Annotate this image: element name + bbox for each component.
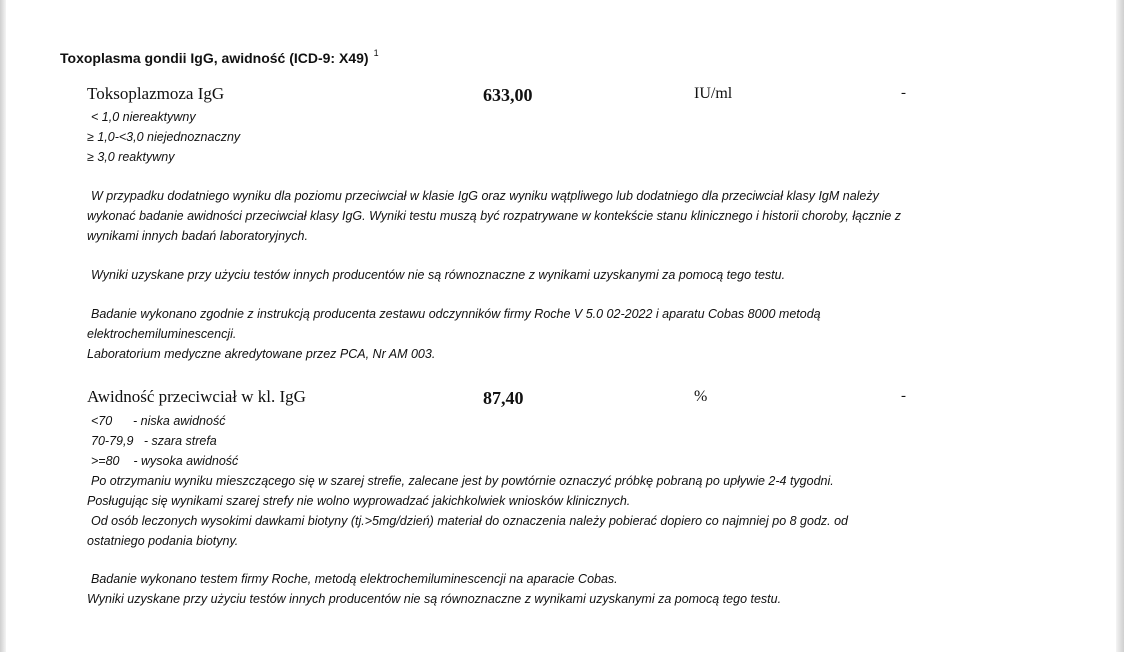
page-edge-left <box>0 0 6 652</box>
test1-comment-line: Badanie wykonano zgodnie z instrukcją producenta zestawu odczynników firmy Roche V 5.0 02-2022 i aparatu Cobas 8000 metodą <box>91 307 821 321</box>
test1-comment-line: wykonać badanie awidności przeciwciał klasy IgG. Wyniki testu muszą być rozpatrywane w kontekście stanu klinicznego i historii choroby, łącznie z <box>87 209 902 223</box>
test2-value: 87,40 <box>483 388 524 408</box>
test2-comment-line: Od osób leczonych wysokimi dawkami biotyny (tj.>5mg/dzień) materiał do oznaczenia należy pobierać dopiero co najmniej po 8 godz. od <box>91 514 848 528</box>
test2-comment-line: ostatniego podania biotyny. <box>87 534 239 548</box>
test1-accreditation: Laboratorium medyczne akredytowane przez PCA, Nr AM 003. <box>87 347 436 361</box>
page-edge-right <box>1116 0 1124 652</box>
test2-flag: - <box>901 388 906 404</box>
test2-unit: % <box>694 388 708 405</box>
test2-comment-line: Wyniki uzyskane przy użyciu testów innych producentów nie są równoznaczne z wynikami uzyskanymi za pomocą tego testu. <box>87 592 782 606</box>
test1-comment-line: wynikami innych badań laboratoryjnych. <box>87 229 308 243</box>
section-title-text: Toxoplasma gondii IgG, awidność (ICD-9: X49) <box>60 50 369 66</box>
test1-value: 633,00 <box>483 85 533 105</box>
test2-comment-line: Po otrzymaniu wyniku mieszczącego się w szarej strefie, zalecane jest by powtórnie oznaczyć próbkę pobraną po upływie 2-4 tygodni. <box>91 474 834 488</box>
test1-comment-line: elektrochemiluminescencji. <box>87 327 237 341</box>
test1-range-nonreactive: < 1,0 niereaktywny <box>91 110 196 124</box>
test1-range-reactive: ≥ 3,0 reaktywny <box>87 150 175 164</box>
test2-range-gray-zone: 70-79,9 - szara strefa <box>91 434 217 448</box>
test2-name: Awidność przeciwciał w kl. IgG <box>87 387 306 406</box>
test2-comment-line: Posługując się wynikami szarej strefy nie wolno wyprowadzać jakichkolwiek wniosków klinicznych. <box>87 494 631 508</box>
test1-comment-line: W przypadku dodatniego wyniku dla poziomu przeciwciał w klasie IgG oraz wyniku wątpliwego lub dodatniego dla przeciwciał klasy IgM należy <box>91 189 879 203</box>
test1-comment-line: Wyniki uzyskane przy użyciu testów innych producentów nie są równoznaczne z wynikami uzyskanymi za pomocą tego testu. <box>91 268 786 282</box>
section-title <box>60 50 379 66</box>
test2-range-low: <70 - niska awidność <box>91 414 226 428</box>
test1-range-equivocal: ≥ 1,0-<3,0 niejednoznaczny <box>87 130 241 144</box>
test1-name: Toksoplazmoza IgG <box>87 84 225 103</box>
test1-unit: IU/ml <box>694 85 733 102</box>
test1-flag: - <box>901 85 906 101</box>
footnote-marker: 1 <box>373 48 379 58</box>
test2-range-high: >=80 - wysoka awidność <box>91 454 239 468</box>
test2-comment-line: Badanie wykonano testem firmy Roche, metodą elektrochemiluminescencji na aparacie Cobas. <box>91 572 618 586</box>
